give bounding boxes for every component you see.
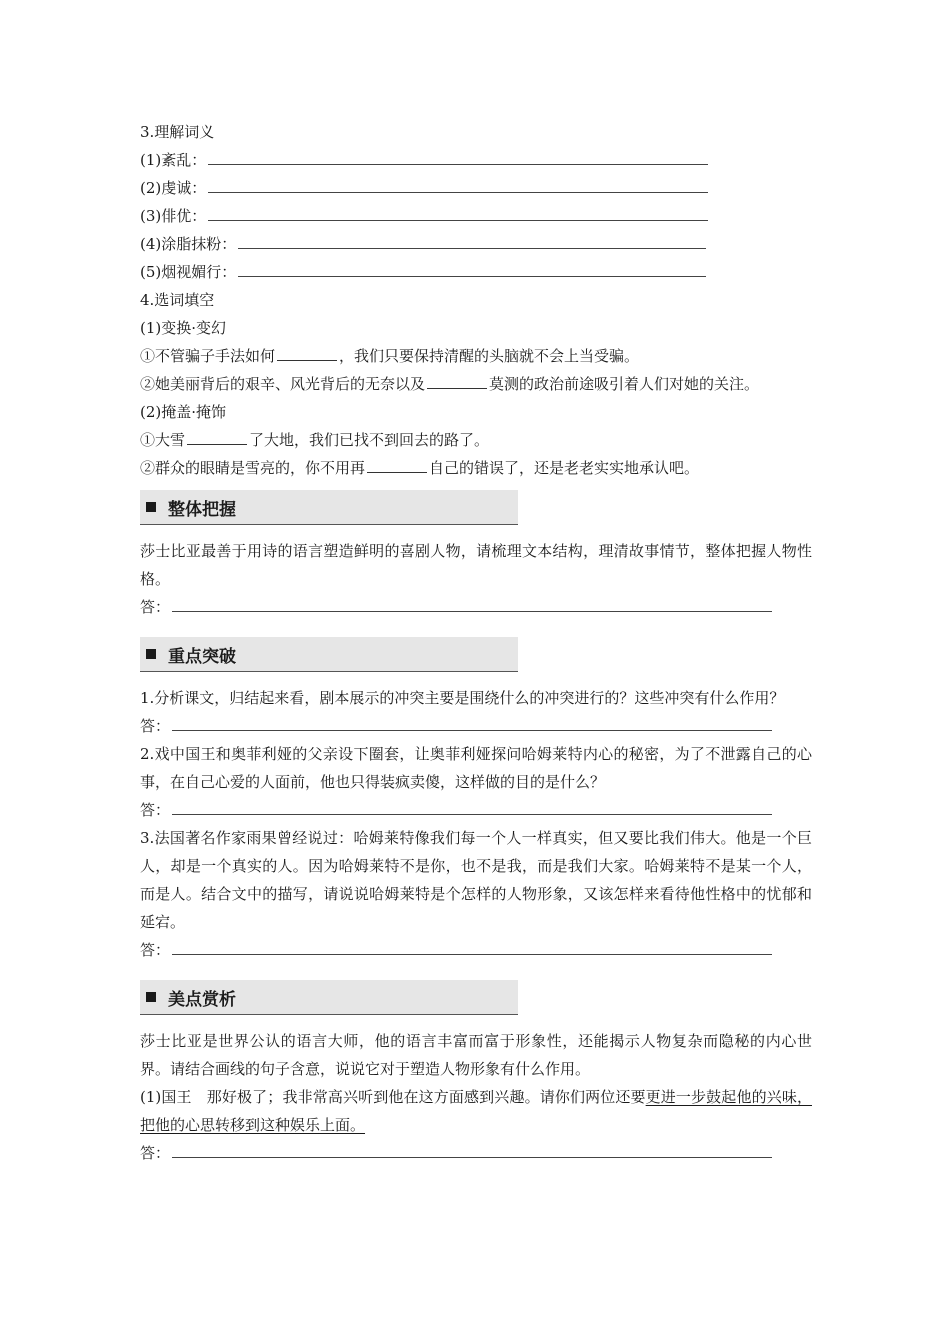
answer-blank[interactable] [172,729,772,731]
focus-question-1: 1.分析课文，归结起来看，剧本展示的冲突主要是围绕什么的冲突进行的？这些冲突有什么作用？ [140,689,785,707]
section-heading-focus: 重点突破 [140,637,518,672]
q3-item-5: (5)烟视媚行： [140,258,812,286]
q3-item-3: (3)俳优： [140,202,812,230]
section-heading-overall: 整体把握 [140,490,518,525]
fill-blank[interactable] [427,387,487,389]
q4-group1-label: (1)变换·变幻 [140,319,227,337]
appreciation-intro: 莎士比亚是世界公认的语言大师，他的语言丰富而富于形象性，还能揭示人物复杂而隐秘的内心世界。请结合画线的句子含意，说说它对于塑造人物形象有什么作用。 [140,1032,812,1078]
answer-blank[interactable] [208,163,708,165]
q3-item-2: (2)虔诚： [140,174,812,202]
worksheet-content [140,118,812,1167]
square-bullet-icon [146,502,156,512]
section-heading-appreciation: 美点赏析 [140,980,518,1015]
q4-group1-sentence-2: ②她美丽背后的艰辛、风光背后的无奈以及 莫测的政治前途吸引着人们对她的关注。 [140,375,760,393]
square-bullet-icon [146,649,156,659]
answer-line: 答： [140,593,812,621]
underlined-sentence: 更进一步鼓起他的兴味，把他的心思转移到这种娱乐上面。 [140,1088,812,1134]
fill-blank[interactable] [277,359,337,361]
answer-blank[interactable] [208,191,708,193]
q4-group2-sentence-2: ②群众的眼睛是雪亮的，你不用再 自己的错误了，还是老老实实地承认吧。 [140,459,700,477]
fill-blank[interactable] [187,443,247,445]
answer-blank[interactable] [238,247,706,249]
square-bullet-icon [146,992,156,1002]
q4-group1-sentence-1: ①不管骗子手法如何 ，我们只要保持清醒的头脑就不会上当受骗。 [140,347,640,365]
appreciation-item-1: (1)国王 那好极了；我非常高兴听到他在这方面感到兴趣。请你们两位还要更进一步鼓起他的兴味，把他的心思转移到这种娱乐上面。 [140,1088,812,1134]
q4-group2-sentence-1: ①大雪 了大地，我们已找不到回去的路了。 [140,431,490,449]
answer-blank[interactable] [208,219,708,221]
q3-item-1: (1)紊乱： [140,146,812,174]
q4-title: 4.选词填空 [140,291,215,309]
focus-question-3: 3.法国著名作家雨果曾经说过：哈姆莱特像我们每一个人一样真实，但又要比我们伟大。他是一个巨人，却是一个真实的人。因为哈姆莱特不是你，也不是我，而是我们大家。哈姆莱特不是某一个人，而是人。结合文中的描写，请说说哈姆莱特是个怎样的人物形象，又该怎样来看待他性格中的忧郁和延宕。 [140,829,812,931]
q3-item-4: (4)涂脂抹粉： [140,230,812,258]
focus-question-2: 2.戏中国王和奥菲利娅的父亲设下圈套，让奥菲利娅探问哈姆莱特内心的秘密，为了不泄露自己的心事，在自己心爱的人面前，他也只得装疯卖傻，这样做的目的是什么？ [140,745,812,791]
answer-blank[interactable] [172,813,772,815]
answer-line: 答： [140,1139,812,1167]
q4-group2-label: (2)掩盖·掩饰 [140,403,227,421]
q3-title: 3.理解词义 [140,123,215,141]
answer-line: 答： [140,712,812,740]
answer-blank[interactable] [172,1156,772,1158]
answer-blank[interactable] [172,610,772,612]
overall-question: 莎士比亚最善于用诗的语言塑造鲜明的喜剧人物，请梳理文本结构，理清故事情节，整体把握人物性格。 [140,542,812,588]
fill-blank[interactable] [367,471,427,473]
answer-line: 答： [140,936,812,964]
answer-blank[interactable] [238,275,706,277]
answer-blank[interactable] [172,953,772,955]
answer-line: 答： [140,796,812,824]
